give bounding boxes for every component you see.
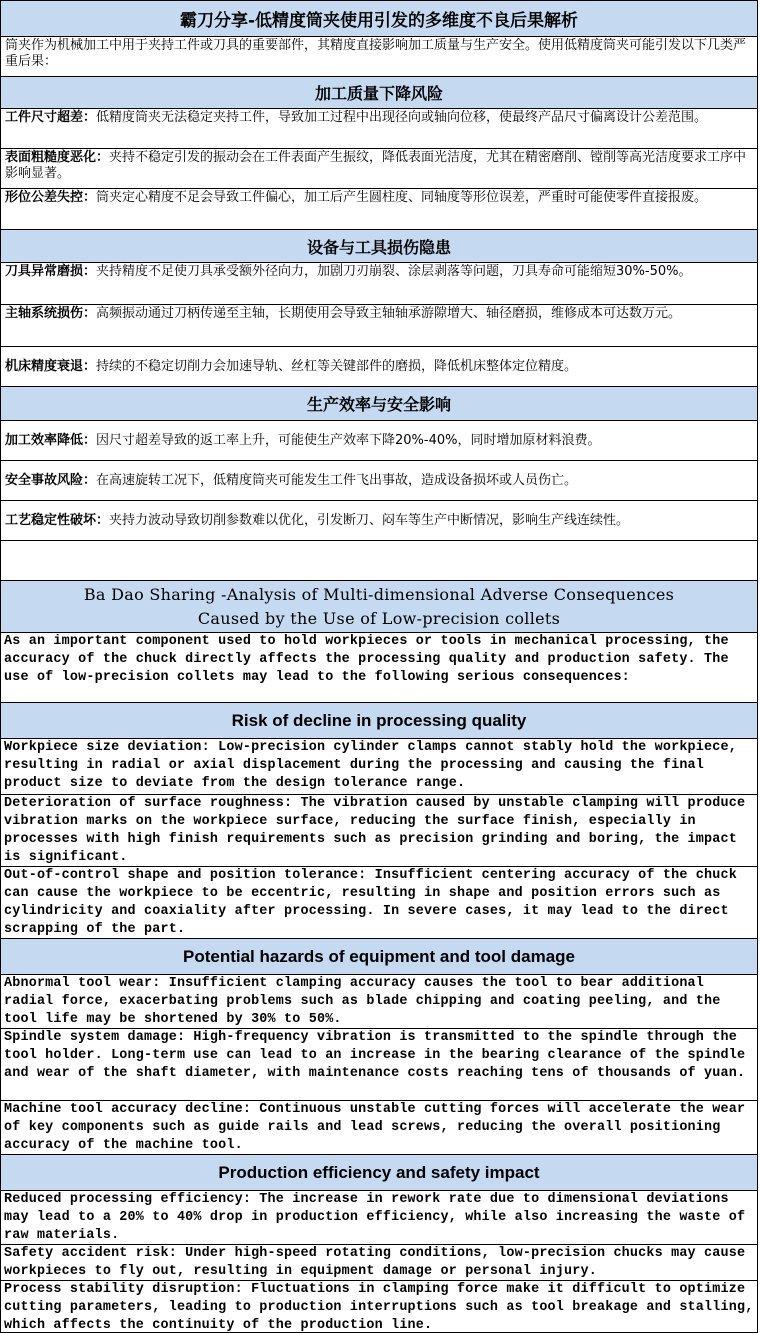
en-item: Abnormal tool wear: Insufficient clamping accuracy causes the tool to bear additional radial force, exacerbating problems such as blade chipping and coating peeling, and the tool life may be shortened by 30% to 50%.	[0, 974, 758, 1028]
zh-item-label: 机床精度衰退：	[5, 358, 97, 374]
zh-item-text: 筒夹定心精度不足会导致工件偏心，加工后产生圆柱度、同轴度等形位误差，严重时可能使零件直接报废。	[96, 190, 708, 205]
en-section-heading-text: Risk of decline in processing quality	[231, 710, 527, 730]
zh-item-text: 夹持精度不足使刀具承受额外径向力，加剧刀刃崩裂、涂层剥落等问题，刀具寿命可能缩短30%-50%。	[96, 264, 692, 279]
zh-section-heading-damage	[0, 229, 758, 262]
en-section-heading-damage	[0, 938, 758, 974]
zh-item-label: 形位公差失控：	[5, 190, 97, 205]
en-item: Workpiece size deviation: Low-precision cylinder clamps cannot stably hold the workpiece, resulting in radial or axial displacement during the processing and causing the final product size to deviate from the design tolerance range.	[0, 738, 758, 794]
zh-item	[0, 500, 758, 540]
en-title-row	[0, 580, 758, 632]
empty-row	[0, 540, 758, 580]
zh-title: 霸刀分享-低精度筒夹使用引发的多维度不良后果解析	[179, 11, 579, 31]
en-item: Process stability disruption: Fluctuations in clamping force make it difficult to optimize cutting parameters, leading to production interruptions such as tool breakage and stalling, which affects the continuity of the production line.	[0, 1280, 758, 1333]
zh-item-label: 安全事故风险：	[5, 472, 97, 488]
en-title-line2: Caused by the Use of Low-precision collets	[197, 608, 561, 628]
zh-item	[0, 148, 758, 188]
en-section-heading-text: Production efficiency and safety impact	[218, 1162, 540, 1182]
zh-item-text: 因尺寸超差导致的返工率上升，可能使生产效率下降20%-40%，同时增加原材料浪费。	[96, 432, 601, 448]
zh-section-heading-safety	[0, 386, 758, 420]
zh-item	[0, 346, 758, 386]
zh-item-text: 低精度筒夹无法稳定夹持工件，导致加工过程中出现径向或轴向位移，使最终产品尺寸偏离设计公差范围。	[96, 110, 708, 125]
zh-intro: 筒夹作为机械加工中用于夹持工件或刀具的重要部件，其精度直接影响加工质量与生产安全。使用低精度筒夹可能引发以下几类严重后果：	[0, 36, 758, 76]
zh-item-text: 夹持力波动导致切削参数难以优化，引发断刀、闷车等生产中断情况，影响生产线连续性。	[109, 512, 630, 528]
zh-title-row	[0, 0, 758, 36]
zh-item-label: 工艺稳定性破坏：	[5, 512, 110, 528]
en-item: Reduced processing efficiency: The increase in rework rate due to dimensional deviations may lead to a 20% to 40% drop in production efficiency, while also increasing the waste of raw materials.	[0, 1190, 758, 1244]
zh-section-heading-text: 设备与工具损伤隐患	[306, 237, 451, 257]
en-item: Out-of-control shape and position tolerance: Insufficient centering accuracy of the chuck can cause the workpiece to be eccentric, resulting in shape and position errors such as cylindricity and coaxiality after processing. In severe cases, it may lead to the direct scrapping of the part.	[0, 866, 758, 938]
zh-section-heading-text: 加工质量下降风险	[314, 84, 443, 103]
zh-item	[0, 420, 758, 460]
zh-item	[0, 108, 758, 148]
zh-item-text: 高频振动通过刀柄传递至主轴，长期使用会导致主轴轴承游隙增大、轴径磨损，维修成本可达数万元。	[96, 306, 682, 321]
en-item: Deterioration of surface roughness: The vibration caused by unstable clamping will produce vibration marks on the workpiece surface, reducing the surface finish, especially in processes with high finish requirements such as precision grinding and boring, the impact is significant.	[0, 794, 758, 866]
en-item: Machine tool accuracy decline: Continuous unstable cutting forces will accelerate the wear of key components such as guide rails and lead screws, reducing the overall positioning accuracy of the machine tool.	[0, 1100, 758, 1154]
zh-section-heading-quality	[0, 76, 758, 108]
zh-item	[0, 460, 758, 500]
zh-item-text: 夹持不稳定引发的振动会在工件表面产生振纹，降低表面光洁度，尤其在精密磨削、镗削等高光洁度要求工序中影响显著。	[5, 150, 747, 181]
zh-item	[0, 188, 758, 229]
en-section-heading-safety	[0, 1154, 758, 1190]
en-item: Safety accident risk: Under high-speed rotating conditions, low-precision chucks may cause workpieces to fly out, resulting in equipment damage or personal injury.	[0, 1244, 758, 1280]
zh-item-text: 在高速旋转工况下，低精度筒夹可能发生工件飞出事故，造成设备损坏或人员伤亡。	[96, 472, 578, 488]
zh-section-heading-text: 生产效率与安全影响	[306, 395, 451, 414]
zh-item-label: 刀具异常磨损：	[5, 264, 97, 279]
zh-item-label: 表面粗糙度恶化：	[5, 150, 110, 165]
en-item: Spindle system damage: High-frequency vibration is transmitted to the spindle through the tool holder. Long-term use can lead to an increase in the bearing clearance of the spindle and wear of the shaft diameter, with maintenance costs reaching tens of thousands of yuan.	[0, 1028, 758, 1100]
zh-item-label: 工件尺寸超差：	[5, 110, 97, 125]
en-title-line1: Ba Dao Sharing -Analysis of Multi-dimensional Adverse Consequences	[83, 584, 675, 604]
zh-item	[0, 262, 758, 304]
en-section-heading-text: Potential hazards of equipment and tool damage	[183, 946, 575, 966]
zh-item-label: 主轴系统损伤：	[5, 306, 97, 321]
zh-item	[0, 304, 758, 346]
en-section-heading-quality	[0, 702, 758, 738]
en-intro: As an important component used to hold workpieces or tools in mechanical processing, the accuracy of the chuck directly affects the processing quality and production safety. The use of low-precision collets may lead to the following serious consequences:	[0, 632, 758, 702]
zh-item-text: 持续的不稳定切削力会加速导轨、丝杠等关键部件的磨损，降低机床整体定位精度。	[96, 358, 578, 374]
zh-item-label: 加工效率降低：	[5, 432, 97, 448]
